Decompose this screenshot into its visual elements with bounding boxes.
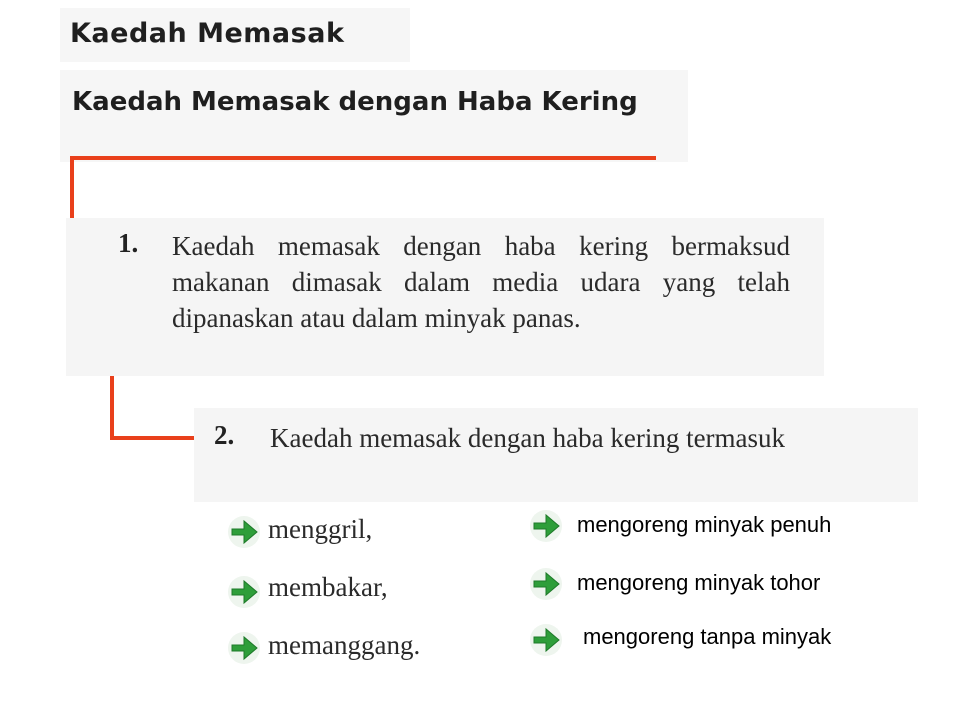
point-1-text: Kaedah memasak dengan haba kering bermaksud makanan dimasak dalam media udara yang telah dipanaskan atau dalam minyak panas. bbox=[172, 231, 790, 333]
green-right-arrow-icon bbox=[528, 566, 564, 602]
point-2-text: Kaedah memasak dengan haba kering termasuk bbox=[270, 423, 786, 453]
section-subtitle: Kaedah Memasak dengan Haba Kering bbox=[72, 87, 638, 117]
point-2-number: 2. bbox=[214, 420, 235, 450]
right-list-item: mengoreng minyak tohor bbox=[577, 570, 821, 595]
green-right-arrow-icon bbox=[226, 514, 262, 550]
left-list-item: menggril, bbox=[268, 514, 373, 544]
connector-line-branch-2 bbox=[110, 436, 206, 440]
left-list-item: memanggang. bbox=[268, 630, 421, 660]
green-right-arrow-icon bbox=[528, 508, 564, 544]
left-list-item: membakar, bbox=[268, 572, 388, 602]
right-list-item: mengoreng minyak penuh bbox=[577, 512, 832, 537]
green-right-arrow-icon bbox=[528, 622, 564, 658]
right-list-item: mengoreng tanpa minyak bbox=[583, 624, 832, 649]
green-right-arrow-icon bbox=[226, 630, 262, 666]
green-right-arrow-icon bbox=[226, 574, 262, 610]
point-1-number: 1. bbox=[118, 228, 139, 258]
connector-line-top bbox=[70, 156, 656, 160]
page-title: Kaedah Memasak bbox=[70, 18, 345, 49]
